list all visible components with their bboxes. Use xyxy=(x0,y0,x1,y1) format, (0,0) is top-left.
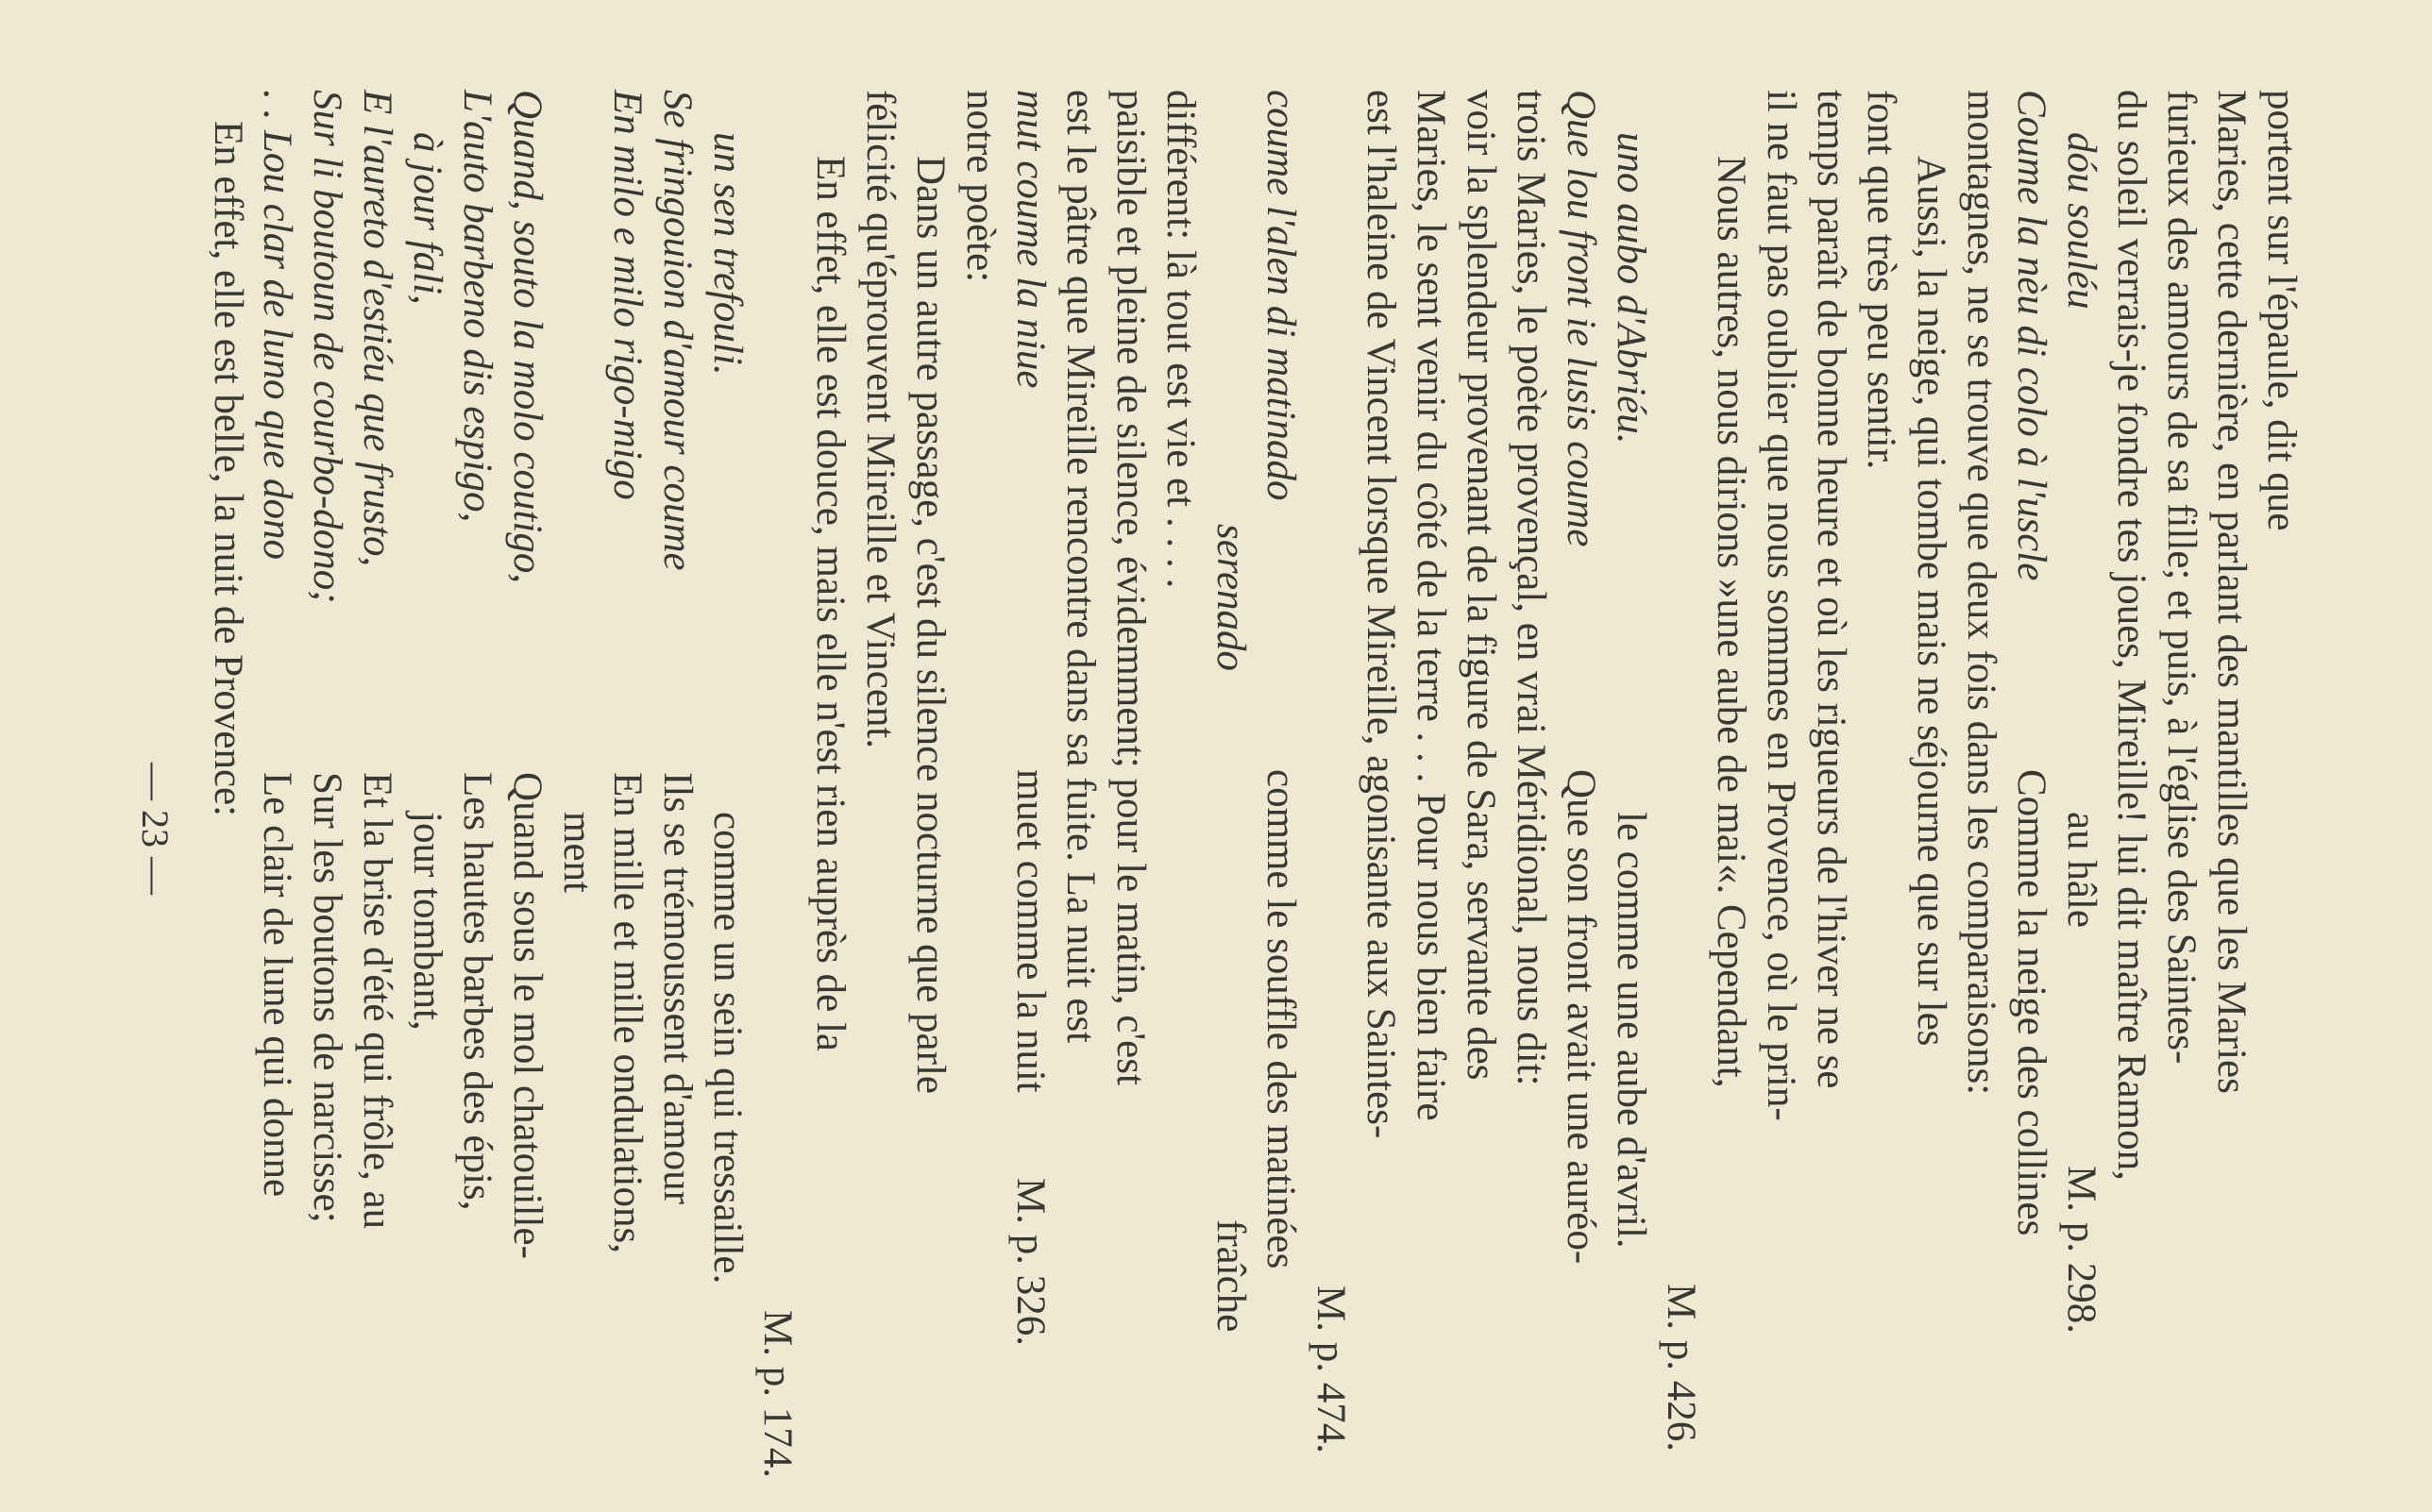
poem-line-provencal: Se fringouion d'amour coume xyxy=(655,90,700,571)
poem-line-provencal: Sur li boutoun de courbo-dono; xyxy=(305,90,349,604)
paragraph-line: portent sur l'épaule, dit que xyxy=(2259,90,2304,531)
paragraph-line: notre poète: xyxy=(958,90,1003,283)
poem-line-french: Quand sous le mol chatouille- xyxy=(505,772,549,1259)
poem-line-provencal: L'auto barbeno dis espigo, xyxy=(455,90,499,523)
quote-provencal: coume l'alen di matinado xyxy=(1258,90,1303,501)
poem-line-french: Le clair de lune qui donne xyxy=(255,772,299,1198)
reference: M. p. 174. xyxy=(755,1310,800,1478)
paragraph-line: montagnes, ne se trouve que deux fois dans les comparaisons: xyxy=(1959,90,2003,1096)
quote-french: comme le souffle des matinées xyxy=(1258,769,1303,1269)
paragraph-line: Dans un autre passage, c'est du silence nocturne que parle xyxy=(908,156,953,1094)
reference: M. p. 326. xyxy=(1008,1178,1053,1346)
paragraph-line: Maries, le sent venir du côté de la terre . . . Pour nous bien faire xyxy=(1409,90,1453,1121)
paragraph-line: Maries, cette dernière, en parlant des mantilles que les Maries xyxy=(2209,90,2254,1094)
paragraph-line: En effet, elle est belle, la nuit de Provence: xyxy=(206,121,250,817)
poem-line-french: Et la brise d'été qui frôle, au xyxy=(355,772,399,1230)
paragraph-line: Nous autres, nous dirions »une aube de mai«. Cependant, xyxy=(1709,156,1753,1088)
reference: M. p. 298. xyxy=(2059,1166,2103,1334)
quote-provencal: mut coume la niue xyxy=(1008,90,1053,389)
paragraph-line: il ne faut pas oublier que nous sommes en Provence, où le prin- xyxy=(1759,90,1803,1121)
paragraph-line: est le pâtre que Mireille rencontre dans sa fuite. La nuit est xyxy=(1058,90,1103,1044)
poem-line-french: En mille et mille ondulations, xyxy=(605,772,650,1253)
paragraph-line: du soleil verrais-je fondre tes joues, Mireille! lui dit maître Ramon, xyxy=(2109,90,2153,1181)
paragraph-line: est l'haleine de Vincent lorsque Mireille, agonisante aux Saintes- xyxy=(1359,90,1403,1139)
poem-line-french: Sur les boutons de narcisse; xyxy=(305,772,349,1223)
paragraph-line: voir la splendeur provenant de la figure de Sara, servante des xyxy=(1459,90,1503,1081)
paragraph-line: temps paraît de bonne heure et où les rigueurs de l'hiver ne se xyxy=(1809,90,1853,1089)
quote-french: fraîche xyxy=(1208,1219,1253,1333)
quote-french: le comme une aube d'avril. xyxy=(1609,812,1653,1249)
paragraph-line: font que très peu sentir. xyxy=(1859,90,1903,470)
quote-provencal: Que lou front ie lusis coume xyxy=(1559,90,1603,547)
quote-provencal: dóu souléu xyxy=(2059,132,2103,310)
poem-line-french: Ils se trémoussent d'amour xyxy=(655,772,700,1204)
paragraph-line: félicité qu'éprouvent Mireille et Vincent. xyxy=(858,90,903,749)
poem-line-provencal: En milo e milo rigo-migo xyxy=(605,90,650,500)
poem-line-french: ment xyxy=(555,812,600,893)
paragraph-line: trois Maries, le poète provençal, en vrai Méridional, nous dit: xyxy=(1509,90,1553,1086)
poem-line-provencal: E l'aureto d'estiéu que frusto, xyxy=(355,90,399,567)
poem-line-provencal: . . Lou clar de luno que dono xyxy=(255,90,299,561)
reference: M. p. 474. xyxy=(1309,1285,1353,1453)
reference: M. p. 426. xyxy=(1659,1284,1703,1452)
paragraph-line: paisible et pleine de silence, évidemment; pour le matin, c'est xyxy=(1108,90,1153,1085)
poem-line-french: Les hautes barbes des épis, xyxy=(455,772,499,1211)
poem-line-french: jour tombant, xyxy=(405,812,449,1031)
paragraph-line: différent: là tout est vie et . . . . xyxy=(1158,90,1203,589)
poem-line-provencal: à jour fali, xyxy=(405,132,449,305)
poem-line-provencal: un sen trefouli. xyxy=(705,132,750,376)
poem-line-french: comme un sein qui tressaille. xyxy=(705,812,750,1285)
paragraph-line: Aussi, la neige, qui tombe mais ne séjourne que sur les xyxy=(1909,156,1953,1047)
quote-french: au hâle xyxy=(2059,812,2103,928)
quote-french: muet comme la nuit xyxy=(1008,769,1053,1093)
page-number: — 23 — xyxy=(134,763,177,895)
quote-provencal: Coume la nèu di colo à l'uscle xyxy=(2009,90,2053,581)
quote-french: Que son front avait une auréo- xyxy=(1559,769,1603,1265)
paragraph-line: En effet, elle est douce, mais elle n'est rien auprès de la xyxy=(808,156,853,1051)
quote-french: Comme la neige des collines xyxy=(2009,769,2053,1236)
poem-line-provencal: Quand, souto la molo coutigo, xyxy=(505,90,549,584)
paragraph-line: furieux des amours de sa fille; et puis, à l'église des Saintes- xyxy=(2159,90,2204,1065)
quote-provencal: uno aubo d'Abriéu. xyxy=(1609,132,1653,445)
quote-provencal: serenado xyxy=(1208,524,1253,672)
